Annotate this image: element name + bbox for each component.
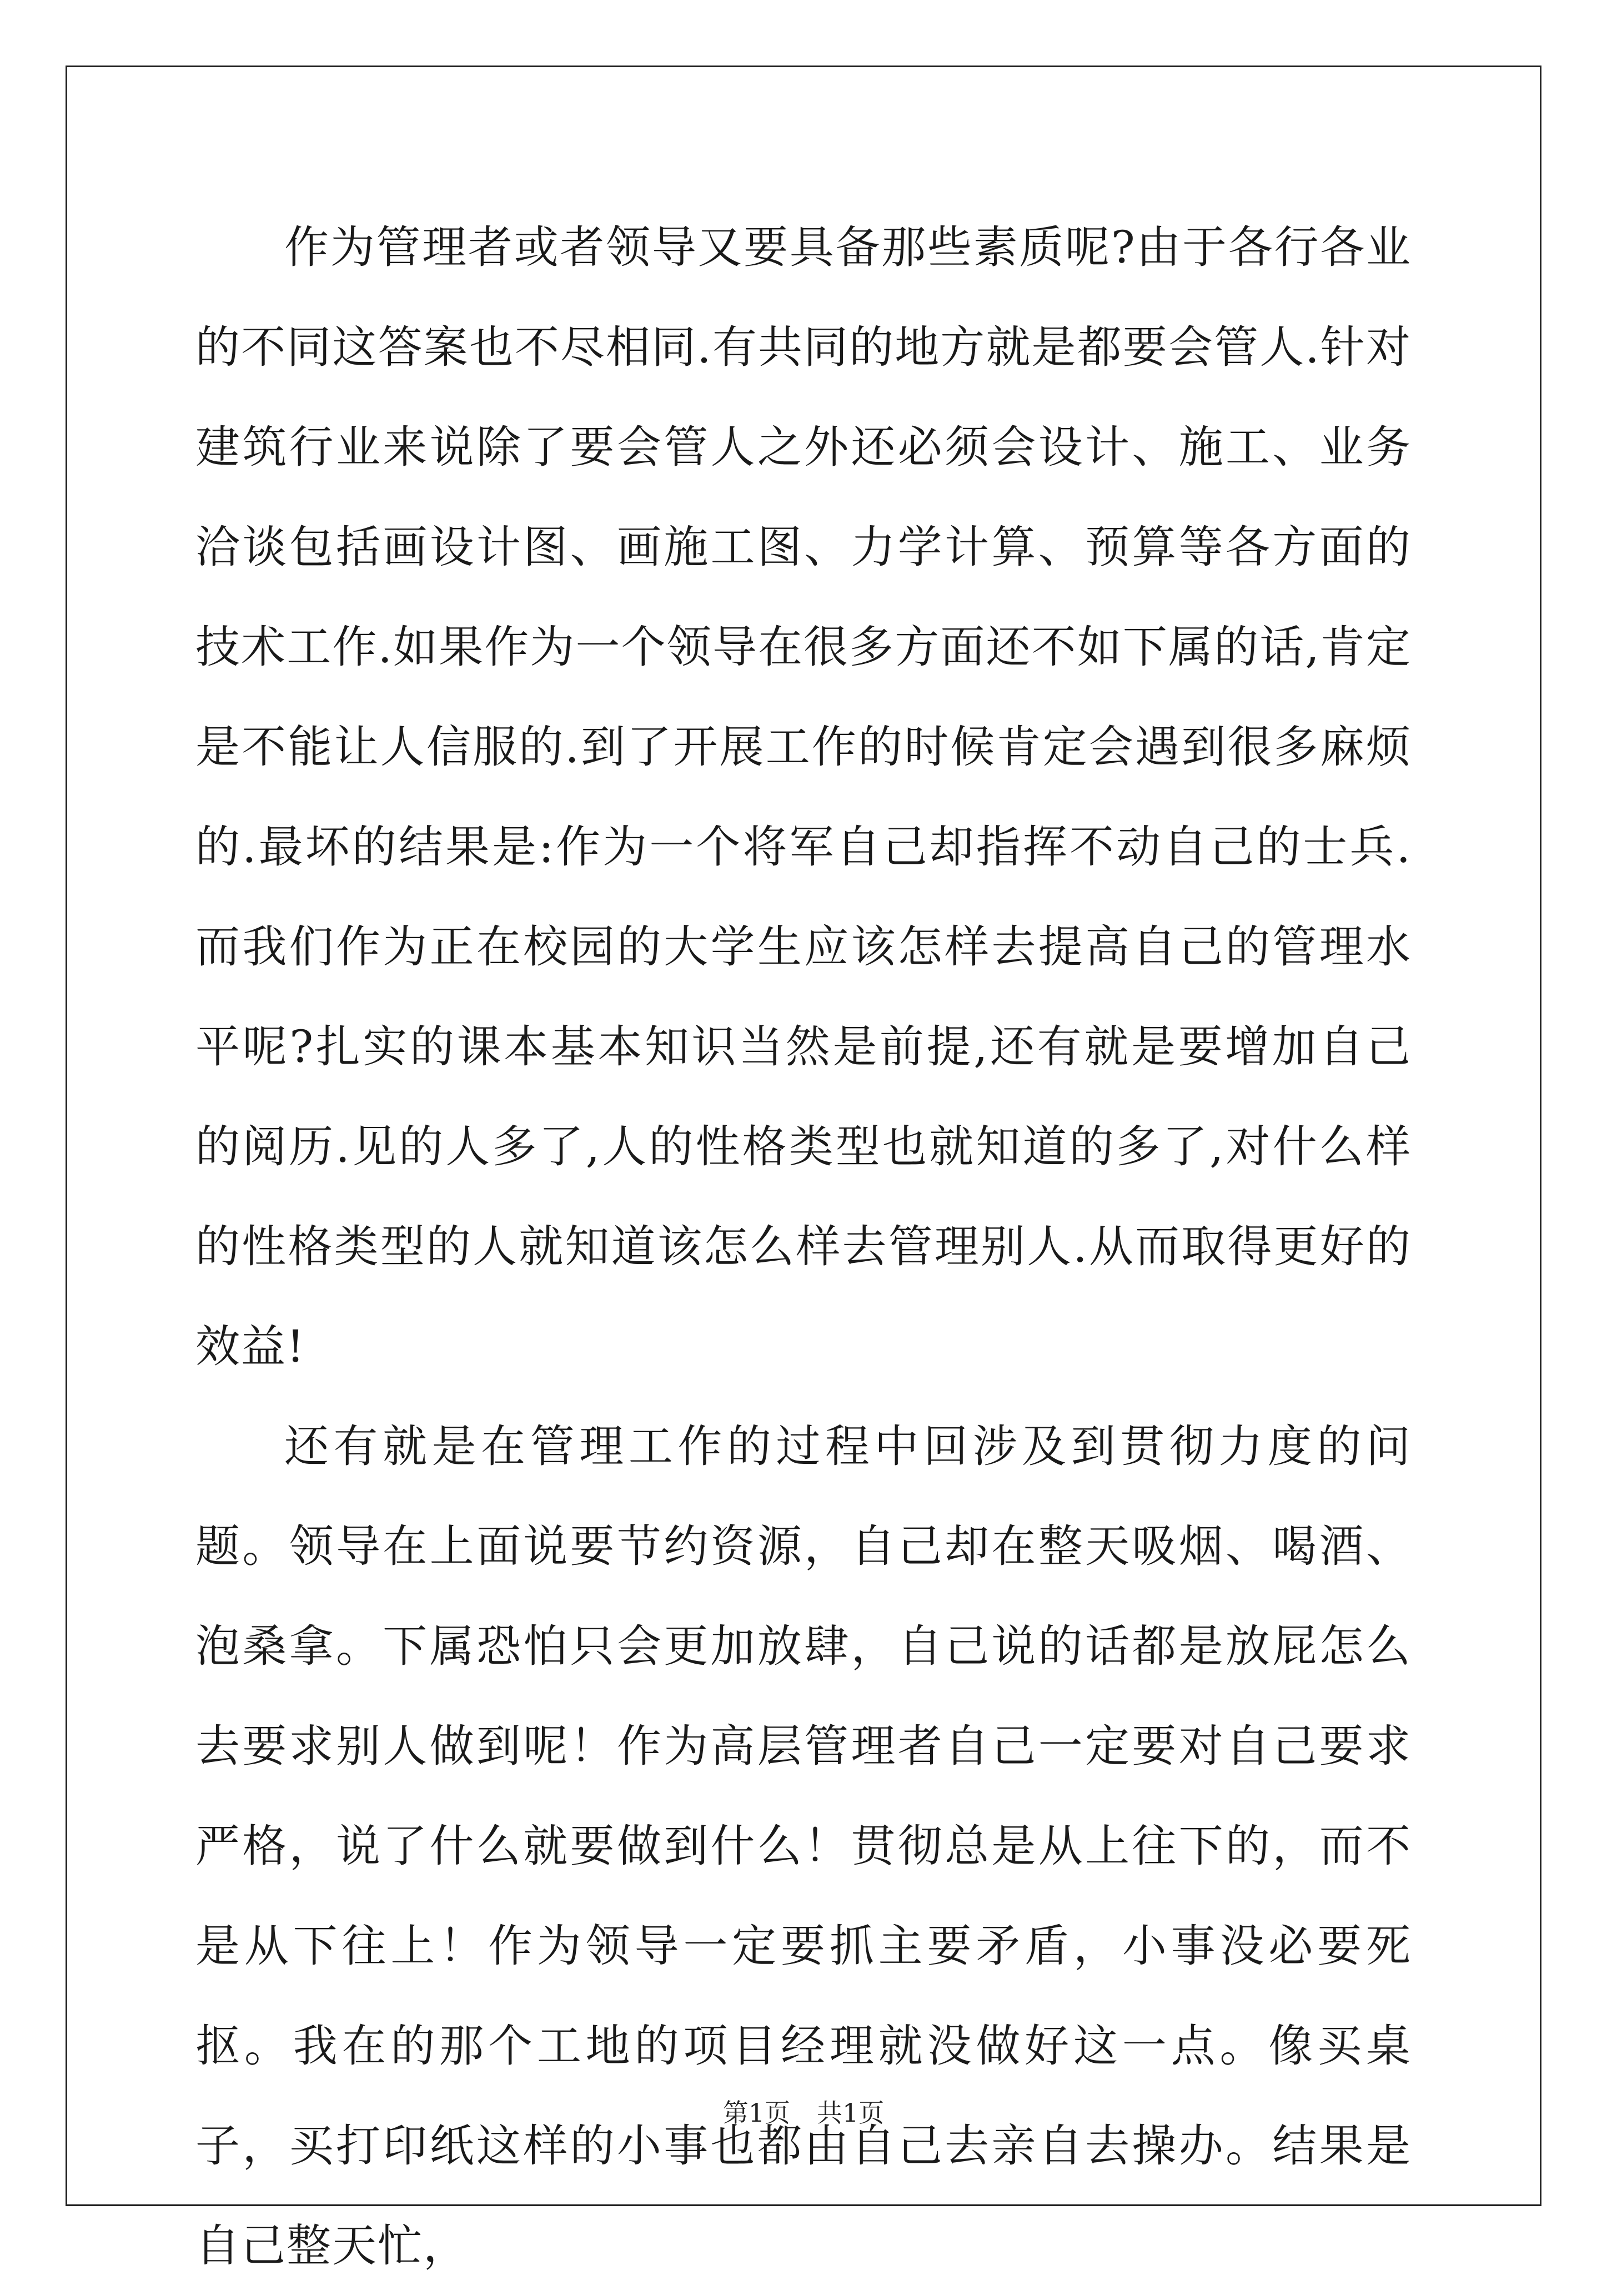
document-body <box>195 198 1412 2296</box>
paragraph-2: 还有就是在管理工作的过程中回涉及到贯彻力度的问题。领导在上面说要节约资源，自己却在整天吸烟、喝酒、泡桑拿。下属恐怕只会更加放肆，自己说的话都是放屁怎么去要求别人做到呢！作为高层管理者自己一定要对自己要求严格，说了什么就要做到什么！贯彻总是从上往下的，而不是从下往上！作为领导一定要抓主要矛盾，小事没必要死抠。我在的那个工地的项目经理就没做好这一点。像买桌子，买打印纸这样的小事也都由自己去亲自去操办。结果是自己整天忙， <box>195 1421 1412 2272</box>
page-footer <box>0 2093 1607 2129</box>
page-total: 共1页 <box>817 2098 885 2128</box>
paragraph-1: 作为管理者或者领导又要具备那些素质呢?由于各行各业的不同这答案也不尽相同.有共同的地方就是都要会管人.针对建筑行业来说除了要会管人之外还必须会设计、施工、业务洽谈包括画设计图、画施工图、力学计算、预算等各方面的技术工作.如果作为一个领导在很多方面还不如下属的话,肯定是不能让人信服的.到了开展工作的时候肯定会遇到很多麻烦的.最坏的结果是:作为一个将军自己却指挥不动自己的士兵.而我们作为正在校园的大学生应该怎样去提高自己的管理水平呢?扎实的课本基本知识当然是前提,还有就是要增加自己的阅历.见的人多了,人的性格类型也就知道的多了,对什么样的性格类型的人就知道该怎么样去管理别人.从而取得更好的效益! <box>195 221 1412 1372</box>
page-number: 第1页 <box>722 2098 790 2128</box>
